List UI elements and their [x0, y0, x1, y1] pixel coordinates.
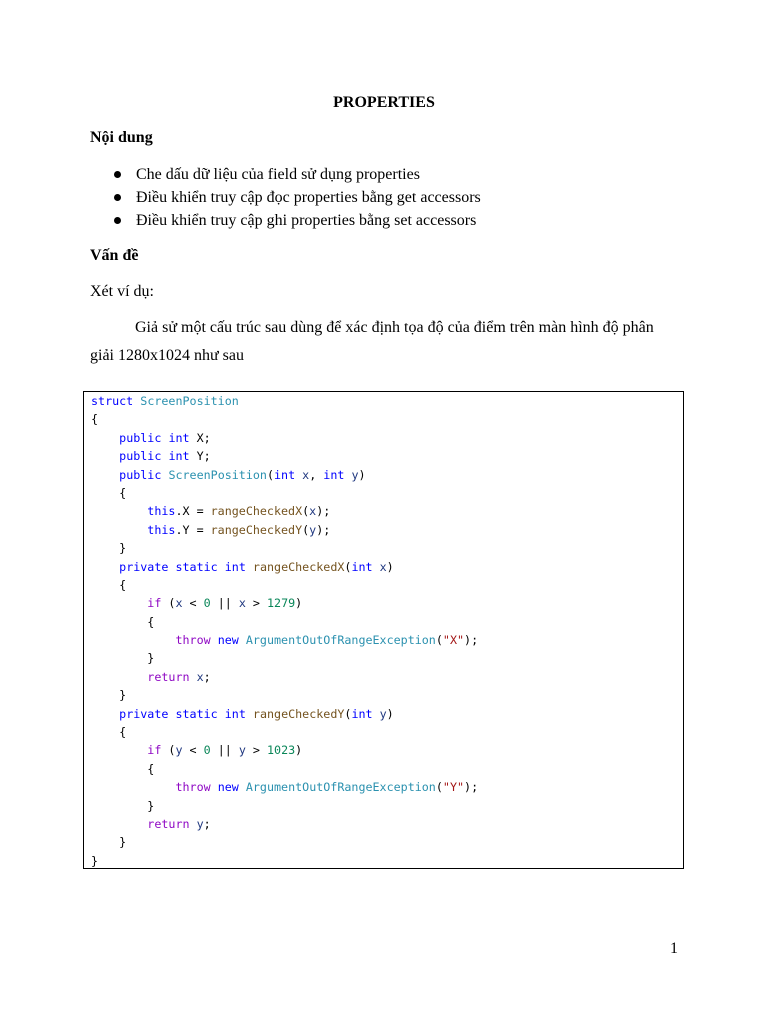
code-line	[91, 576, 683, 594]
bullet-item	[0, 163, 481, 186]
code-token	[373, 707, 380, 721]
code-token: int	[274, 467, 296, 482]
code-token: "X"	[442, 633, 465, 648]
code-token: 0	[203, 596, 211, 611]
code-token: }	[91, 688, 127, 703]
bullet-icon	[114, 194, 121, 201]
code-token: Y;	[189, 449, 211, 464]
code-line	[91, 539, 683, 557]
code-token: ArgumentOutOfRangeException	[245, 633, 436, 648]
code-token	[91, 523, 147, 537]
code-line	[91, 741, 683, 759]
code-token: public	[119, 430, 162, 445]
code-token: if	[147, 743, 162, 758]
code-line	[91, 613, 683, 631]
code-token: return	[147, 669, 190, 684]
code-token: )	[295, 743, 303, 758]
heading-content: Nội dung	[90, 129, 153, 146]
code-token: }	[91, 798, 155, 813]
code-token: public	[119, 467, 162, 482]
code-token: .Y =	[175, 522, 211, 537]
code-token: (	[435, 780, 443, 795]
code-token	[91, 431, 119, 445]
code-token	[91, 504, 147, 518]
code-token: );	[464, 780, 479, 795]
code-token: (	[161, 743, 176, 758]
bullet-text: Điều khiển truy cập ghi properties bằng set accessors	[136, 212, 477, 229]
code-token: int	[224, 706, 246, 721]
code-token	[239, 780, 246, 794]
code-line	[91, 723, 683, 741]
code-token	[246, 707, 253, 721]
code-line	[91, 521, 683, 539]
code-token	[91, 449, 119, 463]
code-token	[218, 560, 225, 574]
code-token: static	[175, 559, 218, 574]
code-token: }	[91, 651, 155, 666]
bullet-icon	[114, 171, 121, 178]
code-line	[91, 686, 683, 704]
code-token	[190, 670, 197, 684]
code-token: int	[351, 559, 373, 574]
bullet-item	[0, 209, 481, 232]
code-token: "Y"	[442, 780, 465, 795]
code-token: {	[91, 761, 155, 776]
code-token: ;	[203, 816, 211, 831]
code-token: );	[316, 522, 331, 537]
code-token: int	[224, 559, 246, 574]
code-token: ||	[210, 743, 239, 758]
code-token	[91, 468, 119, 482]
code-token: rangeCheckedY	[252, 706, 345, 721]
code-token: if	[147, 596, 162, 611]
code-token	[91, 743, 147, 757]
code-token: }	[91, 835, 127, 850]
code-line	[91, 778, 683, 796]
code-token	[91, 707, 119, 721]
code-block	[83, 391, 684, 869]
code-token: this	[147, 504, 176, 519]
code-line	[91, 466, 683, 484]
code-token: ScreenPosition	[168, 467, 267, 482]
code-token: 0	[203, 743, 211, 758]
code-token: rangeCheckedY	[210, 522, 303, 537]
code-token: <	[182, 743, 204, 758]
page-number: 1	[670, 940, 678, 957]
code-token: {	[91, 485, 127, 500]
code-line	[91, 484, 683, 502]
code-token: {	[91, 412, 99, 427]
code-token	[91, 633, 175, 647]
code-token: struct	[91, 394, 134, 408]
code-token	[218, 707, 225, 721]
code-token: new	[217, 780, 239, 795]
code-token	[373, 560, 380, 574]
code-token	[211, 780, 218, 794]
code-token: y	[379, 706, 387, 721]
code-token: x	[379, 559, 387, 574]
code-token: return	[147, 816, 190, 831]
bullet-text: Điều khiển truy cập đọc properties bằng get accessors	[136, 189, 481, 206]
code-token: ||	[210, 596, 239, 611]
code-token: public	[119, 449, 162, 464]
code-line	[91, 631, 683, 649]
code-token	[91, 817, 147, 831]
code-token: )	[295, 596, 303, 611]
code-token: rangeCheckedX	[210, 504, 303, 519]
code-token: throw	[175, 633, 211, 648]
code-token	[91, 560, 119, 574]
code-token: >	[245, 743, 267, 758]
code-line	[91, 852, 683, 870]
code-token: );	[464, 633, 479, 648]
code-token: int	[168, 430, 190, 445]
code-token: >	[245, 596, 267, 611]
code-line	[91, 833, 683, 851]
code-token: x	[196, 669, 204, 684]
content-bullet-list	[0, 163, 481, 232]
code-token: }	[91, 853, 99, 868]
intro-text: Xét ví dụ:	[90, 283, 154, 300]
code-token: (	[302, 522, 310, 537]
code-token	[91, 596, 147, 610]
code-token: x	[302, 467, 310, 482]
code-line	[91, 815, 683, 833]
code-token: y	[238, 743, 246, 758]
code-line	[91, 392, 683, 410]
code-token: (	[344, 706, 352, 721]
code-token	[239, 633, 246, 647]
code-line	[91, 705, 683, 723]
code-token: (	[344, 559, 352, 574]
code-token: int	[351, 706, 373, 721]
code-token: private	[119, 706, 169, 721]
code-token: x	[309, 504, 317, 519]
paragraph-line-1: Giả sử một cấu trúc sau dùng để xác định tọa độ của điểm trên màn hình độ phân	[135, 319, 654, 336]
code-token	[246, 560, 253, 574]
code-token: )	[386, 559, 394, 574]
code-line	[91, 668, 683, 686]
code-line	[91, 760, 683, 778]
code-token: static	[175, 706, 218, 721]
code-token: X;	[189, 430, 211, 445]
code-token: int	[168, 449, 190, 464]
paragraph-line-2: giải 1280x1024 như sau	[90, 347, 244, 364]
code-token: }	[91, 541, 127, 556]
code-line	[91, 502, 683, 520]
code-token: y	[175, 743, 183, 758]
bullet-icon	[114, 217, 121, 224]
code-token: y	[309, 522, 317, 537]
code-token: (	[302, 504, 310, 519]
code-token: {	[91, 614, 155, 629]
code-token: )	[358, 467, 366, 482]
code-token: y	[351, 467, 359, 482]
code-token: );	[316, 504, 331, 519]
code-token: )	[386, 706, 394, 721]
bullet-text: Che dấu dữ liệu của field sử dụng properties	[136, 166, 420, 183]
code-token: ;	[203, 669, 211, 684]
code-token	[91, 780, 175, 794]
code-token	[211, 633, 218, 647]
code-token: {	[91, 577, 127, 592]
code-token: y	[196, 816, 204, 831]
code-line	[91, 410, 683, 428]
code-lines	[91, 392, 683, 870]
code-token: throw	[175, 780, 211, 795]
code-line	[91, 558, 683, 576]
code-line	[91, 594, 683, 612]
code-line	[91, 447, 683, 465]
heading-problem: Vấn đề	[90, 247, 139, 264]
code-token: <	[182, 596, 204, 611]
code-token: .X =	[175, 504, 211, 519]
code-token: (	[435, 633, 443, 648]
code-token: {	[91, 725, 127, 740]
code-token: (	[161, 596, 176, 611]
document-title: PROPERTIES	[333, 94, 435, 111]
code-token: int	[323, 467, 345, 482]
code-token: ArgumentOutOfRangeException	[245, 780, 436, 795]
code-token: ,	[309, 467, 324, 482]
code-token: x	[175, 596, 183, 611]
code-token: this	[147, 522, 176, 537]
code-token	[91, 670, 147, 684]
code-line	[91, 429, 683, 447]
code-token	[190, 817, 197, 831]
code-token: (	[266, 467, 274, 482]
code-token: private	[119, 559, 169, 574]
code-token: new	[217, 633, 239, 648]
code-token: x	[238, 596, 246, 611]
bullet-item	[0, 186, 481, 209]
code-line	[91, 797, 683, 815]
code-token: 1279	[267, 596, 296, 611]
code-token: ScreenPosition	[140, 394, 239, 408]
code-token: 1023	[267, 743, 296, 758]
code-token: rangeCheckedX	[252, 559, 345, 574]
code-line	[91, 649, 683, 667]
